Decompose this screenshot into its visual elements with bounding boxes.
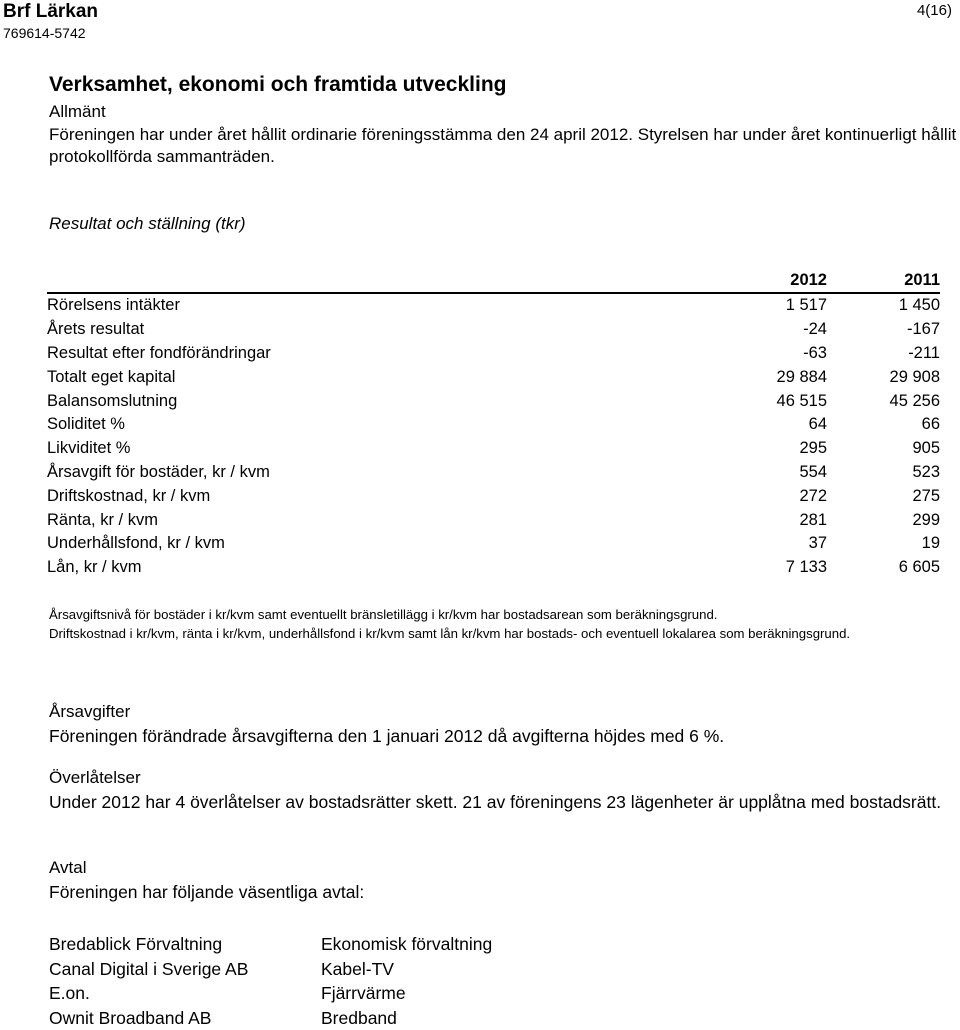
- kpi-value-2011: -211: [827, 342, 940, 366]
- kpi-value-2012: 295: [687, 437, 827, 461]
- kpi-header-row: [47, 268, 940, 293]
- kpi-row-label: Resultat efter fondförändringar: [47, 342, 687, 366]
- table-row: [47, 365, 940, 389]
- agreement-service: Kabel-TV: [321, 957, 394, 982]
- fees-paragraph: Föreningen förändrade årsavgifterna den 1 januari 2012 då avgifterna höjdes med 6 %.: [49, 724, 960, 748]
- kpi-row-label: Totalt eget kapital: [47, 365, 687, 389]
- kpi-value-2012: 281: [687, 508, 827, 532]
- kpi-value-2012: 1 517: [687, 293, 827, 318]
- agreement-service: Bredband: [321, 1006, 397, 1030]
- kpi-value-2011: 45 256: [827, 389, 940, 413]
- kpi-value-2012: -24: [687, 318, 827, 342]
- table-row: [47, 556, 940, 580]
- kpi-row-label: Balansomslutning: [47, 389, 687, 413]
- list-item: [49, 1006, 492, 1030]
- kpi-year-2012: 2012: [687, 268, 827, 293]
- table-row: [47, 389, 940, 413]
- table-row: [47, 484, 940, 508]
- organization-name: Brf Lärkan: [3, 1, 98, 23]
- kpi-row-label: Lån, kr / kvm: [47, 556, 687, 580]
- kpi-value-2012: 554: [687, 461, 827, 485]
- kpi-value-2011: 299: [827, 508, 940, 532]
- kpi-row-label: Årets resultat: [47, 318, 687, 342]
- kpi-row-label: Rörelsens intäkter: [47, 293, 687, 318]
- page-number: 4(16): [917, 2, 952, 19]
- table-row: [47, 532, 940, 556]
- kpi-value-2012: 64: [687, 413, 827, 437]
- table-row: [47, 318, 940, 342]
- fees-heading: Årsavgifter: [49, 702, 130, 722]
- general-heading: Allmänt: [49, 102, 106, 122]
- agreement-party: E.on.: [49, 981, 321, 1006]
- kpi-row-label: Driftskostnad, kr / kvm: [47, 484, 687, 508]
- kpi-footnote-costs: Driftskostnad i kr/kvm, ränta i kr/kvm, underhållsfond i kr/kvm samt lån kr/kvm har bostads- och eventuell lokalarea som beräkningsgrund.: [49, 624, 949, 643]
- kpi-value-2012: 7 133: [687, 556, 827, 580]
- kpi-footnote-fees: Årsavgiftsnivå för bostäder i kr/kvm samt eventuellt bränsletillägg i kr/kvm har bostadsarean som beräkningsgrund.: [49, 605, 949, 624]
- agreement-party: Bredablick Förvaltning: [49, 932, 321, 957]
- general-paragraph: Föreningen har under året hållit ordinarie föreningsstämma den 24 april 2012. Styrelsen har under året kontinuerligt hållit protokollförda sammanträden.: [49, 124, 959, 168]
- kpi-header-label: [47, 268, 687, 293]
- kpi-value-2011: 6 605: [827, 556, 940, 580]
- organization-number: 769614-5742: [3, 25, 86, 41]
- kpi-value-2012: -63: [687, 342, 827, 366]
- kpi-value-2012: 37: [687, 532, 827, 556]
- kpi-footnotes: [49, 605, 949, 643]
- kpi-value-2012: 46 515: [687, 389, 827, 413]
- section-title: Verksamhet, ekonomi och framtida utveckling: [49, 73, 506, 97]
- table-row: [47, 413, 940, 437]
- agreements-list: [49, 932, 492, 1030]
- kpi-value-2012: 29 884: [687, 365, 827, 389]
- agreement-service: Fjärrvärme: [321, 981, 406, 1006]
- agreement-service: Ekonomisk förvaltning: [321, 932, 492, 957]
- transfers-heading: Överlåtelser: [49, 768, 141, 788]
- table-row: [47, 508, 940, 532]
- kpi-row-label: Likviditet %: [47, 437, 687, 461]
- kpi-value-2011: 1 450: [827, 293, 940, 318]
- kpi-row-label: Underhållsfond, kr / kvm: [47, 532, 687, 556]
- kpi-row-label: Soliditet %: [47, 413, 687, 437]
- kpi-value-2011: 275: [827, 484, 940, 508]
- agreements-intro: Föreningen har följande väsentliga avtal:: [49, 880, 960, 904]
- kpi-value-2011: 29 908: [827, 365, 940, 389]
- agreements-heading: Avtal: [49, 858, 87, 878]
- kpi-row-label: Ränta, kr / kvm: [47, 508, 687, 532]
- kpi-year-2011: 2011: [827, 268, 940, 293]
- kpi-table: [47, 268, 940, 580]
- kpi-value-2011: 19: [827, 532, 940, 556]
- table-row: [47, 342, 940, 366]
- transfers-paragraph: Under 2012 har 4 överlåtelser av bostadsrätter skett. 21 av föreningens 23 lägenheter är upplåtna med bostadsrätt.: [49, 790, 960, 814]
- table-row: [47, 461, 940, 485]
- kpi-table-body: [47, 293, 940, 580]
- list-item: [49, 932, 492, 957]
- kpi-value-2012: 272: [687, 484, 827, 508]
- kpi-row-label: Årsavgift för bostäder, kr / kvm: [47, 461, 687, 485]
- kpi-value-2011: -167: [827, 318, 940, 342]
- list-item: [49, 981, 492, 1006]
- table-row: [47, 437, 940, 461]
- kpi-table-title: Resultat och ställning (tkr): [49, 214, 246, 234]
- kpi-value-2011: 66: [827, 413, 940, 437]
- kpi-value-2011: 905: [827, 437, 940, 461]
- list-item: [49, 957, 492, 982]
- agreement-party: Canal Digital i Sverige AB: [49, 957, 321, 982]
- agreement-party: Ownit Broadband AB: [49, 1006, 321, 1030]
- kpi-value-2011: 523: [827, 461, 940, 485]
- table-row: [47, 293, 940, 318]
